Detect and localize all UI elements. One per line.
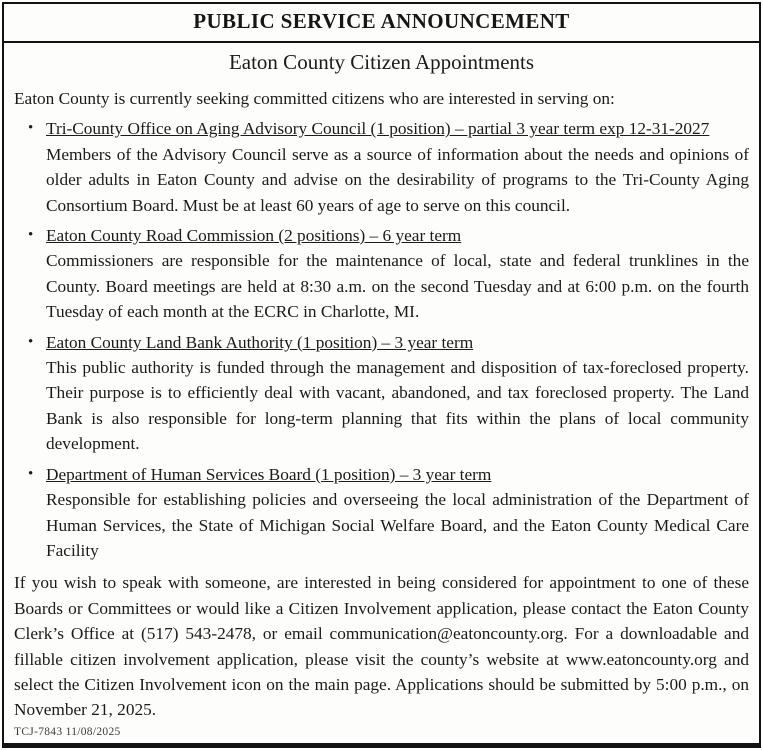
intro-paragraph: Eaton County is currently seeking committed citizens who are interested in serving on:	[14, 89, 615, 108]
listing-heading: Department of Human Services Board (1 position) – 3 year term	[46, 464, 492, 484]
bullet-marker: •	[28, 465, 34, 482]
listing-heading: Eaton County Road Commission (2 positions) – 6 year term	[46, 226, 462, 246]
content-area	[4, 50, 759, 738]
listing-description: This public authority is funded through the management and disposition of tax-foreclosed property. Their purpose is to efficiently deal with vacant, abandoned, and tax foreclosed property. The Land Bank is also responsible for long-term planning that fits within the plans of local community development.	[46, 358, 749, 454]
closing-paragraph: If you wish to speak with someone, are interested in being considered for appointment to one of these Boards or Committees or would like a Citizen Involvement application, please contact the Eaton County Clerk’s Office at (517) 543-2478, or email communication@eatoncounty.org. For a downloadable and fillable citizen involvement application, please visit the county’s website at www.eatoncounty.org and select the Citizen Involvement icon on the main page. Applications should be submitted by 5:00 p.m., on November 21, 2025.	[14, 573, 749, 720]
bullet-marker: •	[28, 120, 34, 137]
listing-aging-advisory-council	[14, 116, 749, 218]
listing-text	[46, 223, 749, 325]
listing-text	[46, 330, 749, 457]
subtitle: Eaton County Citizen Appointments	[228, 50, 535, 74]
title-banner	[4, 4, 759, 43]
listing-description: Responsible for establishing policies and overseeing the local administration of the Department of Human Services, the State of Michigan Social Welfare Board, and the Eaton County Medical Care Facility	[46, 490, 749, 560]
listing-heading: Tri-County Office on Aging Advisory Council (1 position) – partial 3 year term exp 12-31-2027	[46, 119, 710, 139]
listing-heading: Eaton County Land Bank Authority (1 position) – 3 year term	[46, 332, 474, 352]
listing-human-services-board	[14, 462, 749, 564]
ad-reference-number: TCJ-7843 11/08/2025	[14, 725, 121, 738]
page-title: PUBLIC SERVICE ANNOUNCEMENT	[193, 9, 570, 33]
listing-land-bank-authority	[14, 330, 749, 457]
bullet-marker: •	[28, 333, 34, 350]
listing-description: Commissioners are responsible for the maintenance of local, state and federal trunklines in the County. Board meetings are held at 8:30 a.m. on the second Tuesday and at 6:00 p.m. on the fourth Tuesday of each month at the ECRC in Charlotte, MI.	[46, 251, 749, 322]
listing-description: Members of the Advisory Council serve as a source of information about the needs and opinions of older adults in Eaton County and advise on the desirability of programs to the Tri-County Aging Consortium Board. Must be at least 60 years of age to serve on this council.	[46, 144, 749, 215]
listing-text	[46, 116, 749, 218]
bullet-marker: •	[28, 227, 34, 244]
listing-text	[46, 462, 749, 564]
psa-document	[2, 2, 761, 748]
listing-road-commission	[14, 223, 749, 325]
